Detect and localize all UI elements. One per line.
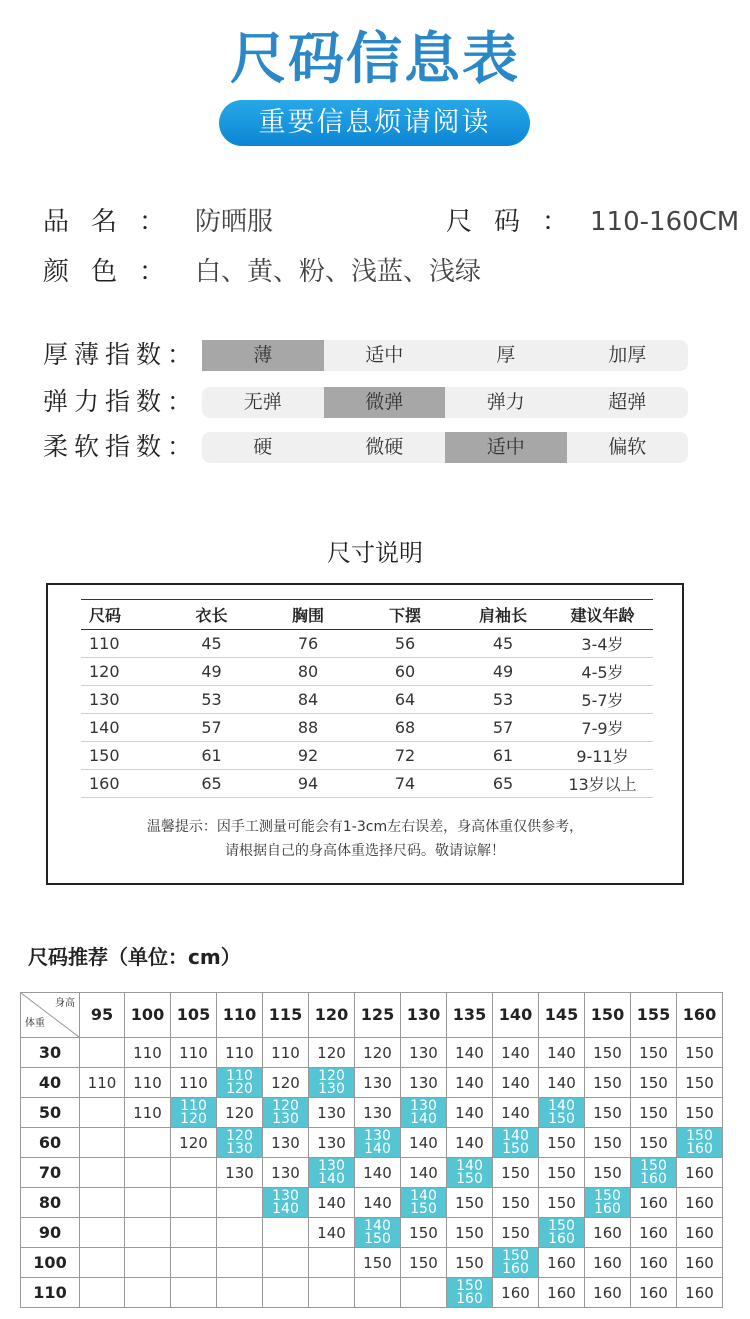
note-line-1: 温馨提示：因手工测量可能会有1-3cm左右误差，身高体重仅供参考，: [146, 819, 584, 835]
height-header-cell: 155: [631, 993, 677, 1038]
recommend-cell: 150: [677, 1068, 723, 1098]
recommend-cell-highlight: 140 150: [493, 1128, 539, 1158]
size-range-label: 尺码：: [446, 207, 591, 237]
size-row: [81, 742, 653, 770]
size-cell: 5-7岁: [552, 686, 653, 714]
recommend-cell-highlight: 150 160: [539, 1218, 585, 1248]
recommend-cell: 110: [80, 1068, 125, 1098]
recommend-cell: 130: [309, 1128, 355, 1158]
size-cell: 57: [163, 714, 260, 742]
recommend-cell: 160: [585, 1218, 631, 1248]
recommend-cell: 140: [539, 1038, 585, 1068]
index-scale: [202, 387, 688, 418]
height-header-cell: 105: [171, 993, 217, 1038]
recommend-cell: 150: [631, 1128, 677, 1158]
recommend-cell: [263, 1218, 309, 1248]
size-cell: 72: [356, 742, 454, 770]
recommend-cell: [80, 1218, 125, 1248]
recommend-cell: 150: [585, 1068, 631, 1098]
recommend-cell: [171, 1188, 217, 1218]
recommend-cell-highlight: 130 140: [263, 1188, 309, 1218]
page-title: 尺码信息表: [230, 27, 520, 92]
recommend-cell: 150: [631, 1098, 677, 1128]
recommend-cell: [217, 1188, 263, 1218]
recommend-cell: 130: [263, 1158, 309, 1188]
height-header-cell: 160: [677, 993, 723, 1038]
recommend-cell: [125, 1188, 171, 1218]
size-cell: 64: [356, 686, 454, 714]
size-row: [81, 714, 653, 742]
size-cell: 61: [454, 742, 552, 770]
recommend-cell: 150: [493, 1188, 539, 1218]
index-option-selected: 适中: [445, 432, 567, 463]
recommend-cell: [80, 1278, 125, 1308]
recommend-cell: 150: [539, 1188, 585, 1218]
recommend-cell: 160: [539, 1278, 585, 1308]
recommend-cell: 160: [539, 1248, 585, 1278]
recommend-cell: [401, 1278, 447, 1308]
index-scale: [202, 340, 688, 371]
recommend-cell: 150: [539, 1128, 585, 1158]
size-cell: 49: [163, 658, 260, 686]
recommend-cell-highlight: 150 160: [585, 1188, 631, 1218]
recommend-cell: [171, 1248, 217, 1278]
index-option: 弹力: [486, 391, 525, 413]
size-cell: 45: [454, 630, 552, 658]
recommend-cell: [125, 1128, 171, 1158]
recommend-cell: 150: [585, 1128, 631, 1158]
weight-cell: 100: [21, 1248, 80, 1278]
recommend-cell-highlight: 150 160: [631, 1158, 677, 1188]
recommend-cell: 150: [539, 1158, 585, 1188]
recommend-cell: 150: [585, 1158, 631, 1188]
size-cell: 140: [81, 714, 163, 742]
size-cell: 3-4岁: [552, 630, 653, 658]
index-option: 适中: [365, 344, 404, 366]
recommend-cell: 150: [447, 1188, 493, 1218]
recommend-cell: 150: [677, 1098, 723, 1128]
weight-cell: 40: [21, 1068, 80, 1098]
recommend-cell: 130: [217, 1158, 263, 1188]
recommend-cell: 150: [585, 1098, 631, 1128]
height-header-cell: 150: [585, 993, 631, 1038]
recommend-cell: 140: [447, 1098, 493, 1128]
size-cell: 94: [260, 770, 356, 798]
recommend-row: [21, 1278, 723, 1308]
recommend-cell: [171, 1278, 217, 1308]
size-cell: 45: [163, 630, 260, 658]
recommend-cell: 150: [677, 1038, 723, 1068]
size-cell: 88: [260, 714, 356, 742]
recommend-cell-highlight: 110 120: [217, 1068, 263, 1098]
size-header-cell: 肩袖长: [454, 600, 552, 630]
recommend-cell: [263, 1278, 309, 1308]
size-cell: 160: [81, 770, 163, 798]
recommend-cell-highlight: 140 150: [447, 1158, 493, 1188]
recommend-row: [21, 1128, 723, 1158]
recommend-cell: 140: [447, 1068, 493, 1098]
recommend-row: [21, 1218, 723, 1248]
recommend-cell: 130: [309, 1098, 355, 1128]
recommend-cell: 160: [631, 1188, 677, 1218]
weight-cell: 30: [21, 1038, 80, 1068]
size-row: [81, 770, 653, 798]
recommend-cell: 150: [401, 1218, 447, 1248]
recommend-cell: 150: [493, 1158, 539, 1188]
index-label: 柔软指数：: [43, 432, 199, 461]
recommend-cell: [217, 1218, 263, 1248]
height-header-cell: 115: [263, 993, 309, 1038]
recommend-cell: 120: [263, 1068, 309, 1098]
index-option: 硬: [253, 436, 273, 458]
recommend-cell: [217, 1248, 263, 1278]
recommend-cell: 150: [447, 1218, 493, 1248]
size-range-value: 110-160CM: [590, 207, 740, 237]
size-row: [81, 630, 653, 658]
recommend-cell: 160: [677, 1158, 723, 1188]
index-option: 偏软: [608, 436, 647, 458]
recommend-cell: 110: [125, 1038, 171, 1068]
size-chart-table: [81, 599, 653, 798]
size-range-row: [446, 204, 739, 240]
recommend-cell: 160: [585, 1248, 631, 1278]
recommend-cell: [171, 1218, 217, 1248]
size-header-cell: 尺码: [81, 600, 163, 630]
recommend-cell: 150: [447, 1248, 493, 1278]
recommend-cell: 140: [447, 1128, 493, 1158]
recommend-cell-highlight: 130 140: [309, 1158, 355, 1188]
weight-cell: 80: [21, 1188, 80, 1218]
recommend-cell-highlight: 140 150: [355, 1218, 401, 1248]
recommend-cell: 110: [125, 1098, 171, 1128]
recommend-cell: 140: [355, 1158, 401, 1188]
recommend-cell: 110: [263, 1038, 309, 1068]
recommend-row: [21, 1098, 723, 1128]
recommend-row: [21, 1188, 723, 1218]
recommend-cell: 160: [631, 1278, 677, 1308]
size-header-cell: 胸围: [260, 600, 356, 630]
recommend-cell: [355, 1278, 401, 1308]
recommend-cell: 120: [355, 1038, 401, 1068]
index-label: 弹力指数：: [43, 387, 199, 416]
size-cell: 76: [260, 630, 356, 658]
recommend-cell: [171, 1158, 217, 1188]
recommend-cell: 110: [125, 1068, 171, 1098]
height-header-cell: 95: [80, 993, 125, 1038]
height-header-cell: 100: [125, 993, 171, 1038]
recommend-cell: [80, 1098, 125, 1128]
recommend-cell: 150: [631, 1068, 677, 1098]
recommend-cell: [125, 1218, 171, 1248]
size-chart-box: [46, 583, 684, 885]
recommend-cell: 130: [263, 1128, 309, 1158]
color-row: [43, 254, 481, 290]
recommend-cell: 160: [493, 1278, 539, 1308]
recommend-row: [21, 1068, 723, 1098]
size-cell: 4-5岁: [552, 658, 653, 686]
color-value: 白、黄、粉、浅蓝、浅绿: [195, 257, 482, 287]
size-chart-header-row: [81, 600, 653, 630]
recommend-cell: [309, 1248, 355, 1278]
index-option-selected: 薄: [202, 340, 324, 371]
size-cell: 53: [163, 686, 260, 714]
recommend-cell-highlight: 140 150: [401, 1188, 447, 1218]
recommend-cell: 160: [677, 1188, 723, 1218]
size-cell: 49: [454, 658, 552, 686]
note-line-2: 请根据自己的身高体重选择尺码。敬请谅解！: [225, 843, 505, 859]
recommend-cell: [217, 1278, 263, 1308]
index-option: 厚: [496, 344, 516, 366]
recommend-cell: [309, 1278, 355, 1308]
weight-cell: 70: [21, 1158, 80, 1188]
index-option: 微硬: [365, 436, 404, 458]
size-header-cell: 下摆: [356, 600, 454, 630]
size-chart-title: 尺寸说明: [327, 539, 423, 567]
recommend-row: [21, 1038, 723, 1068]
size-cell: 53: [454, 686, 552, 714]
size-header-cell: 建议年龄: [552, 600, 653, 630]
subtitle-pill: 重要信息烦请阅读: [219, 100, 530, 146]
size-cell: 65: [163, 770, 260, 798]
recommend-title: 尺码推荐（单位：cm）: [28, 945, 241, 969]
weight-cell: 60: [21, 1128, 80, 1158]
height-header-cell: 145: [539, 993, 585, 1038]
recommend-cell: 160: [631, 1218, 677, 1248]
recommend-cell: [80, 1188, 125, 1218]
recommend-cell: 140: [493, 1038, 539, 1068]
index-option: 超弹: [608, 391, 647, 413]
index-option: 无弹: [243, 391, 282, 413]
height-header-cell: 120: [309, 993, 355, 1038]
height-header-cell: 110: [217, 993, 263, 1038]
recommend-cell: 140: [447, 1038, 493, 1068]
recommend-cell-highlight: 120 130: [263, 1098, 309, 1128]
recommend-cell: 160: [677, 1248, 723, 1278]
recommend-cell: 110: [171, 1068, 217, 1098]
recommend-cell: 140: [309, 1218, 355, 1248]
recommend-cell: 130: [401, 1038, 447, 1068]
size-cell: 56: [356, 630, 454, 658]
recommend-cell: [125, 1278, 171, 1308]
index-option-selected: 微弹: [324, 387, 446, 418]
height-header-cell: 125: [355, 993, 401, 1038]
color-label: 颜色：: [43, 257, 188, 287]
recommend-cell: [80, 1128, 125, 1158]
size-cell: 68: [356, 714, 454, 742]
recommend-cell-highlight: 130 140: [401, 1098, 447, 1128]
height-header-cell: 130: [401, 993, 447, 1038]
recommend-cell: 130: [355, 1068, 401, 1098]
recommend-cell: 150: [585, 1038, 631, 1068]
recommend-row: [21, 1248, 723, 1278]
size-cell: 9-11岁: [552, 742, 653, 770]
recommend-cell: 150: [355, 1248, 401, 1278]
size-cell: 60: [356, 658, 454, 686]
recommend-cell: [80, 1038, 125, 1068]
recommend-cell-highlight: 150 160: [447, 1278, 493, 1308]
size-cell: 13岁以上: [552, 770, 653, 798]
size-header-cell: 衣长: [163, 600, 260, 630]
recommend-cell: 160: [585, 1278, 631, 1308]
size-cell: 80: [260, 658, 356, 686]
size-cell: 120: [81, 658, 163, 686]
size-cell: 7-9岁: [552, 714, 653, 742]
recommend-cell: 150: [493, 1218, 539, 1248]
recommend-cell: 130: [401, 1068, 447, 1098]
recommend-cell: 160: [677, 1278, 723, 1308]
recommend-cell-highlight: 120 130: [309, 1068, 355, 1098]
index-option: 加厚: [608, 344, 647, 366]
size-row: [81, 686, 653, 714]
recommend-cell: 140: [309, 1188, 355, 1218]
recommend-cell-highlight: 150 160: [677, 1128, 723, 1158]
recommend-cell: [125, 1158, 171, 1188]
size-cell: 74: [356, 770, 454, 798]
recommend-cell: 120: [309, 1038, 355, 1068]
corner-cell: [21, 993, 80, 1038]
recommend-cell: [80, 1158, 125, 1188]
recommend-cell-highlight: 130 140: [355, 1128, 401, 1158]
recommend-cell-highlight: 140 150: [539, 1098, 585, 1128]
index-label: 厚薄指数：: [43, 340, 199, 369]
recommend-cell: 140: [539, 1068, 585, 1098]
index-scale: [202, 432, 688, 463]
product-name-value: 防晒服: [195, 207, 274, 237]
size-cell: 130: [81, 686, 163, 714]
recommend-cell: 120: [171, 1128, 217, 1158]
recommend-row: [21, 1158, 723, 1188]
height-header-cell: 140: [493, 993, 539, 1038]
size-cell: 57: [454, 714, 552, 742]
recommend-cell: 140: [401, 1158, 447, 1188]
weight-cell: 90: [21, 1218, 80, 1248]
recommend-header-row: [21, 993, 723, 1038]
recommend-cell: [263, 1248, 309, 1278]
size-cell: 84: [260, 686, 356, 714]
corner-height-label: 身高: [55, 998, 75, 1009]
corner-weight-label: 体重: [25, 1018, 45, 1029]
size-cell: 110: [81, 630, 163, 658]
recommend-cell: [125, 1248, 171, 1278]
size-cell: 150: [81, 742, 163, 770]
weight-cell: 110: [21, 1278, 80, 1308]
recommend-cell-highlight: 110 120: [171, 1098, 217, 1128]
recommend-cell: 130: [355, 1098, 401, 1128]
recommend-cell: 140: [401, 1128, 447, 1158]
recommend-cell-highlight: 150 160: [493, 1248, 539, 1278]
size-cell: 92: [260, 742, 356, 770]
recommend-cell: 110: [217, 1038, 263, 1068]
recommend-cell: 120: [217, 1098, 263, 1128]
product-name-row: [43, 204, 273, 240]
recommend-cell: 160: [631, 1248, 677, 1278]
recommend-cell: 150: [401, 1248, 447, 1278]
recommend-cell: 150: [631, 1038, 677, 1068]
height-header-cell: 135: [447, 993, 493, 1038]
recommend-cell: 160: [677, 1218, 723, 1248]
recommend-cell: 110: [171, 1038, 217, 1068]
recommend-cell: [80, 1248, 125, 1278]
size-row: [81, 658, 653, 686]
recommend-cell: 140: [493, 1068, 539, 1098]
recommend-cell: 140: [355, 1188, 401, 1218]
size-cell: 61: [163, 742, 260, 770]
weight-cell: 50: [21, 1098, 80, 1128]
size-cell: 65: [454, 770, 552, 798]
recommend-cell: 140: [493, 1098, 539, 1128]
recommend-cell-highlight: 120 130: [217, 1128, 263, 1158]
product-name-label: 品名：: [43, 207, 188, 237]
size-recommend-table: [20, 992, 723, 1308]
